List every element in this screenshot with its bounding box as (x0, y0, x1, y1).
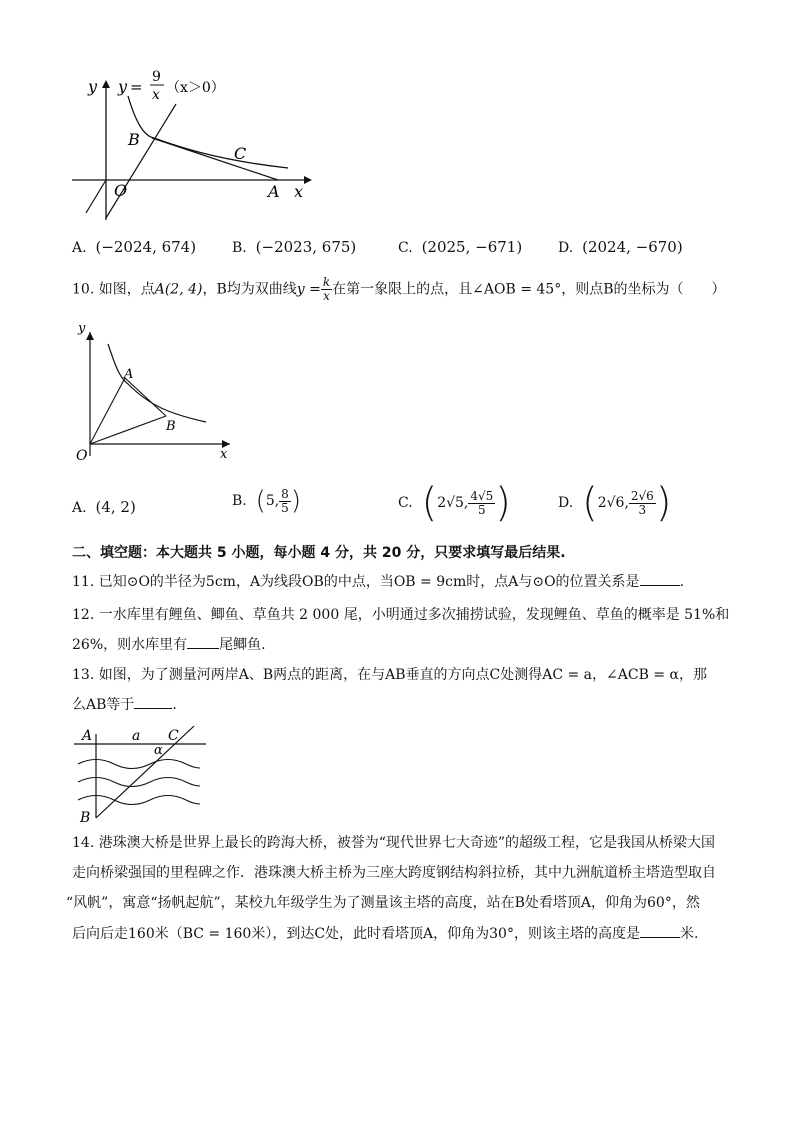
q14-line4: 后向后走160米（BC = 160米），到达C处，此时看塔顶A，仰角为30°，则该主塔的高度是 米. (72, 926, 699, 942)
q13-figure (70, 722, 220, 826)
x-axis-arrow (304, 176, 312, 184)
func-condition: （x＞0） (166, 80, 225, 96)
segment-OA (90, 378, 125, 444)
func-eq: = (130, 78, 143, 96)
x-label: x (220, 447, 228, 462)
segment-AB (125, 378, 166, 416)
angle-alpha-label: α (154, 743, 163, 758)
segment-BA (152, 138, 278, 180)
section-2-header: 二、填空题：本大题共 5 小题，每小题 4 分，共 20 分，只要求填写最后结果. (72, 545, 566, 561)
q10-figure (70, 316, 240, 466)
segment-OB (90, 416, 166, 444)
origin-label: O (114, 181, 128, 200)
segment-BC (96, 726, 194, 818)
q9-option-c: C. (2025, −671) (398, 238, 523, 256)
point-A-label: A (124, 367, 134, 382)
q12-line1: 12. 一水库里有鲤鱼、鲫鱼、草鱼共 2 000 尾，小明通过多次捕捞试验，发现鲤鱼、草鱼的概率是 51%和 (72, 607, 730, 623)
y-axis-arrow (102, 80, 110, 88)
func-denominator: x (152, 87, 160, 103)
q10-stem: 10. 如图，点A(2, 4)，B均为双曲线y = $\frac{k}{x}$ 在第一象限上的点，且∠AOB = 45°，则点B的坐标为（ ） (72, 275, 726, 303)
point-A-label: A (268, 182, 280, 201)
q9-option-a: A. (−2024, 674) (72, 238, 197, 256)
line-y-equals-x (106, 104, 176, 218)
q13-line2: 么AB等于 . (72, 697, 177, 713)
x-label: x (294, 182, 304, 201)
y-label: y (88, 77, 98, 96)
q10-option-c: C. (2√5, $\frac{4√5}{5}$ ) (398, 480, 511, 526)
q9-option-d: D. (2024, −670) (558, 238, 683, 256)
q9-figure (66, 68, 316, 226)
q9-option-b: B. (−2023, 675) (232, 238, 357, 256)
point-C-label: C (168, 728, 179, 744)
point-B-label: B (166, 419, 176, 434)
q14-line1: 14. 港珠澳大桥是世界上最长的跨海大桥，被誉为“现代世界七大奇迹”的超级工程，它是我国从桥梁大国 (72, 835, 716, 851)
y-label: y (78, 321, 86, 336)
point-B-label: B (128, 130, 140, 149)
length-a-label: a (132, 728, 141, 744)
q13-line1: 13. 如图，为了测量河两岸A、B两点的距离，在与AB垂直的方向点C处测得AC = a，∠ACB = α，那 (72, 667, 707, 683)
origin-label: O (76, 448, 88, 464)
q10-option-b: B. (5, $\frac{8}{5}$ ) (232, 486, 301, 516)
q11-text: 11. 已知⊙O的半径为5cm，A为线段OB的中点，当OB = 9cm时，点A与⊙O的位置关系是 . (72, 574, 685, 590)
point-B-label: B (80, 810, 91, 826)
q14-line3: “风帆”，寓意“扬帆起航”，某校九年级学生为了测量该主塔的高度，站在B处看塔顶A，仰角为60°，然 (66, 895, 700, 911)
y-axis-arrow (86, 332, 94, 340)
point-A-label: A (82, 728, 93, 744)
q12-line2: 26%，则水库里有 尾鲫鱼. (72, 637, 266, 653)
q14-line2: 走向桥梁强国的里程碑之作．港珠澳大桥主桥为三座大跨度钢结构斜拉桥，其中九洲航道桥主塔造型取自 (72, 865, 716, 881)
func-numerator: 9 (152, 69, 161, 85)
q10-option-a: A. (4, 2) (72, 498, 136, 516)
line-y-equals-x-extension (86, 180, 106, 213)
func-y-label: y (118, 77, 128, 96)
q10-option-d: D. (2√6, $\frac{2√6}{3}$ ) (558, 480, 672, 526)
point-C-label: C (234, 144, 247, 163)
